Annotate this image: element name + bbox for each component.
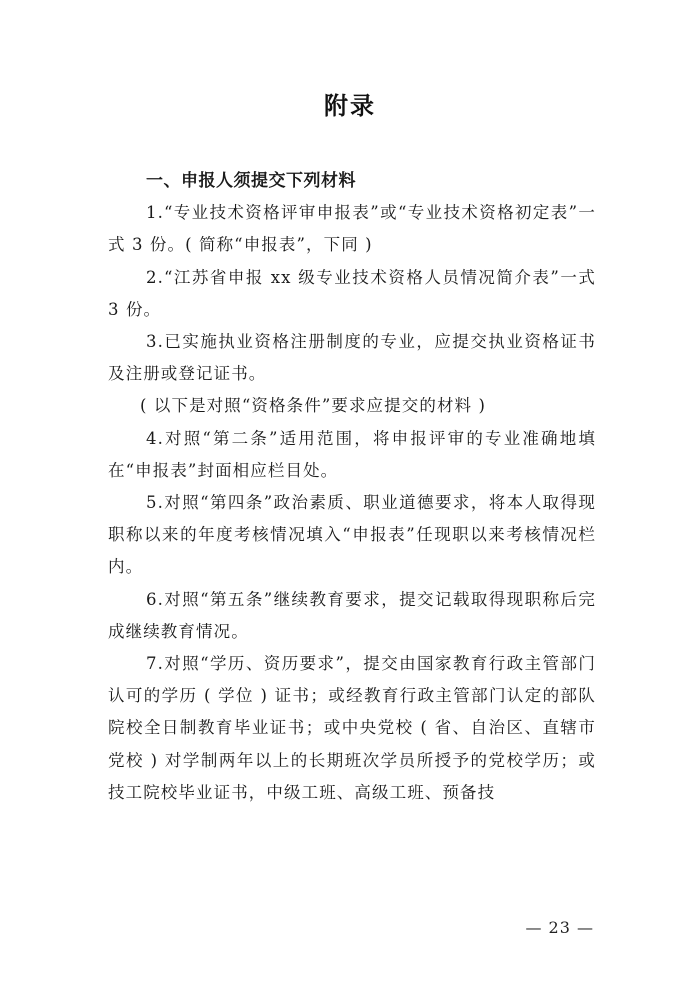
page-title: 附录 (324, 92, 376, 120)
item-2: 2.“江苏省申报 xx 级专业技术资格人员情况简介表”一式 3 份。 (108, 267, 596, 319)
page-number: — 23 — (525, 918, 594, 937)
item-3: 3.已实施执业资格注册制度的专业，应提交执业资格证书及注册或登记证书。 (108, 332, 596, 384)
item-5: 5.对照“第四条”政治素质、职业道德要求，将本人取得现职称以来的年度考核情况填入“申报表”任现职以来考核情况栏内。 (108, 493, 596, 577)
item-7: 7.对照“学历、资历要求”，提交由国家教育行政主管部门认可的学历 ( 学位 ) 证书；或经教育行政主管部门认定的部队院校全日制教育毕业证书；或中央党校 ( 省、自治区、直辖市党校 ) 对学制两年以上的长期班次学员所授予的党校学历；或技工院校毕业证书，中级工班、高级工班、预备技 (108, 654, 596, 802)
item-6: 6.对照“第五条”继续教育要求，提交记载取得现职称后完成继续教育情况。 (108, 589, 596, 641)
materials-note: ( 以下是对照“资格条件”要求应提交的材料 ) (140, 396, 487, 416)
item-1: 1.“专业技术资格评审申报表”或“专业技术资格初定表”一式 3 份。( 简称“申报表”，下同 ) (108, 203, 596, 255)
document-body (108, 165, 596, 809)
item-4: 4.对照“第二条”适用范围，将申报评审的专业准确地填在“申报表”封面相应栏目处。 (108, 428, 596, 480)
section-heading: 一、申报人须提交下列材料 (146, 171, 356, 191)
